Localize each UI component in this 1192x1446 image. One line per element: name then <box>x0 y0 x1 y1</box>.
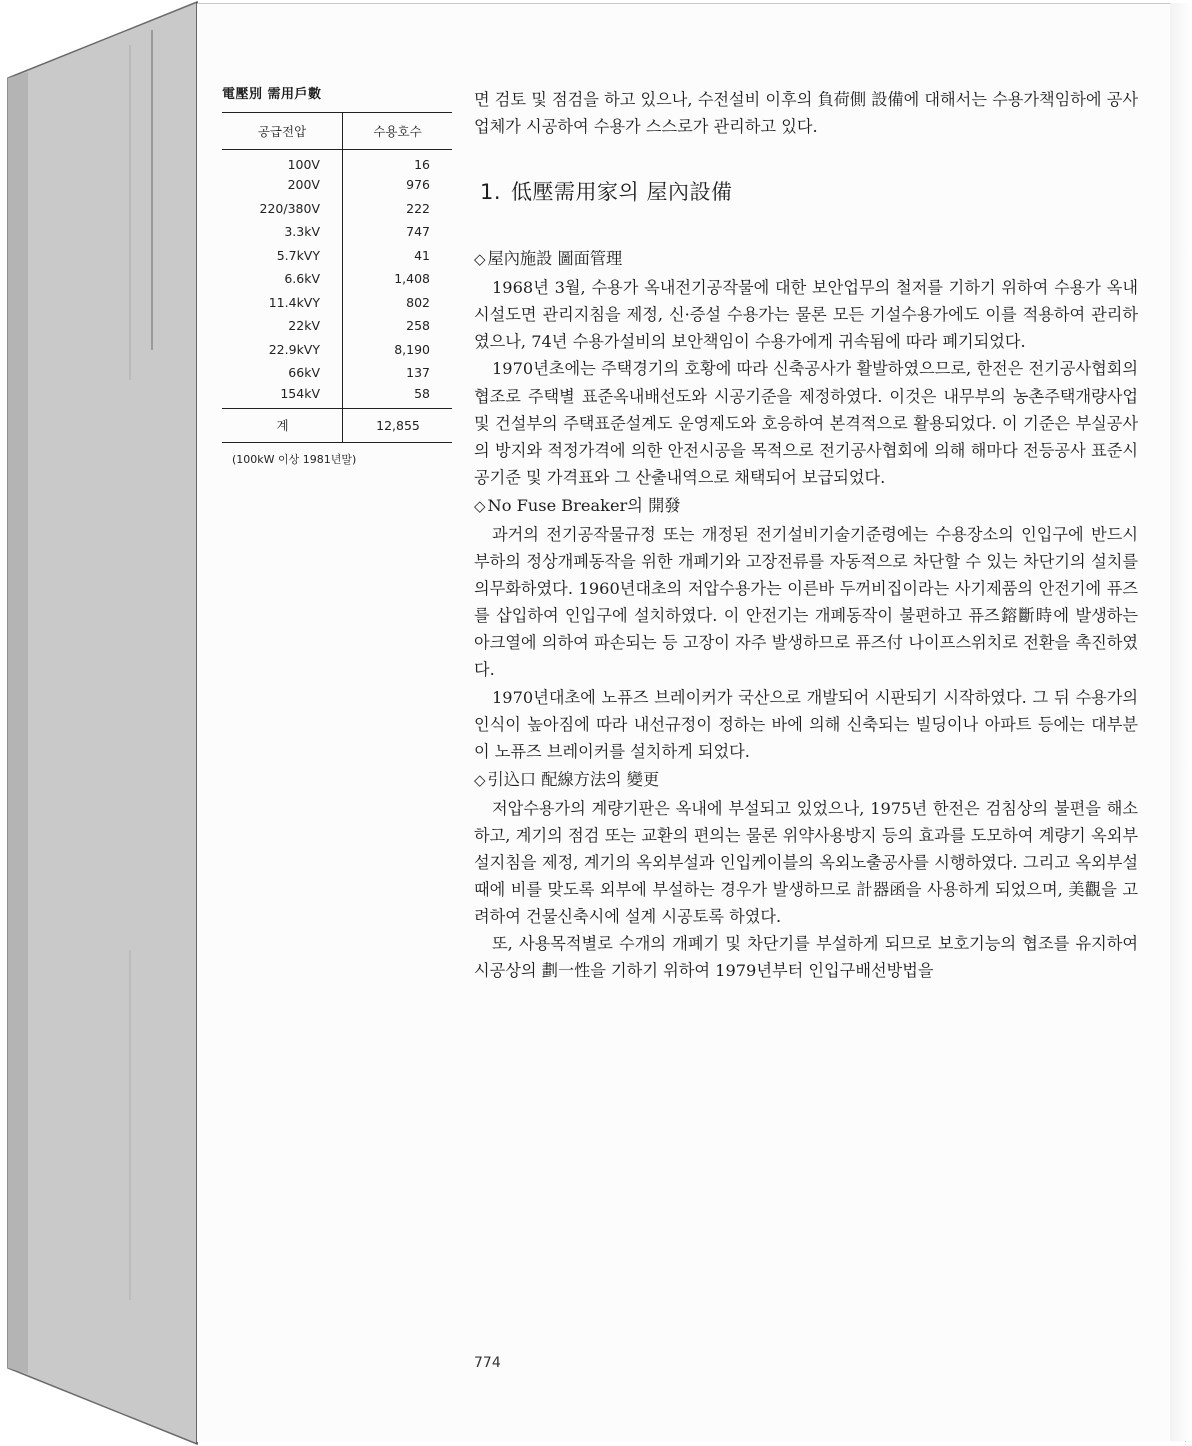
header-voltage: 공급전압 <box>222 113 343 150</box>
subheading-1-text: 屋內施設 圖面管理 <box>487 249 623 269</box>
count-cell: 8,190 <box>394 341 430 357</box>
header-count: 수용호수 <box>343 113 453 150</box>
subheading-2 <box>474 491 1138 521</box>
voltage-cell: 22.9kVY <box>222 338 343 362</box>
table-row <box>222 338 452 362</box>
table-row <box>222 244 452 268</box>
voltage-cell: 220/380V <box>222 197 343 221</box>
page-number: 774 <box>474 1355 501 1371</box>
count-cell: 1,408 <box>394 271 430 287</box>
table-note: (100kW 이상 1981년말) <box>232 452 357 466</box>
table-row <box>222 150 452 174</box>
main-text <box>474 86 1138 984</box>
paragraph-6: 또, 사용목적별로 수개의 개폐기 및 차단기를 부설하게 되므로 보호기능의 협조를 유지하여 시공상의 劃一性을 기하기 위하여 1979년부터 인입구배선방법을 <box>474 934 1139 981</box>
voltage-cell: 154kV <box>222 385 343 409</box>
diamond-icon: ◇ <box>474 496 486 515</box>
table-row <box>222 314 452 338</box>
voltage-cell: 5.7kVY <box>222 244 343 268</box>
count-cell: 137 <box>406 365 430 381</box>
table-row <box>222 173 452 197</box>
paragraph-1: 1968년 3월, 수용가 옥내전기공작물에 대한 보안업무의 철저를 기하기 위하여 수용가 옥내시설도면 관리지침을 제정, 신·증설 수용가는 물론 모든 기설수용가에도 이를 적용하여 관리하였으나, 74년 수용가설비의 보안책임이 수용가에게 귀속됨에 따라 폐기되었다. <box>474 278 1138 352</box>
paragraph-5: 저압수용가의 계량기판은 옥내에 부설되고 있었으나, 1975년 한전은 검침상의 불편을 해소하고, 계기의 점검 또는 교환의 편의는 물론 위약사용방지 등의 효과를 도모하여 계량기 옥외부설지침을 제정, 계기의 옥외부설과 인입케이블의 옥외노출공사를 시행하였다. 그리고 옥외부설 때에 비를 맞도록 외부에 부설하는 경우가 발생하므로 計器函을 사용하게 되었으며, 美觀을 고려하여 건물신축시에 설계 시공토록 하였다. <box>474 798 1138 927</box>
voltage-cell: 6.6kV <box>222 267 343 291</box>
table-row <box>222 267 452 291</box>
diamond-icon: ◇ <box>474 770 486 789</box>
page-shadow <box>1170 3 1192 1441</box>
count-cell: 222 <box>406 200 430 216</box>
voltage-cell: 200V <box>222 173 343 197</box>
table-row <box>222 361 452 385</box>
count-cell: 802 <box>406 294 430 310</box>
table-row <box>222 385 452 409</box>
voltage-cell: 11.4kVY <box>222 291 343 315</box>
voltage-cell: 22kV <box>222 314 343 338</box>
paragraph-3: 과거의 전기공작물규정 또는 개정된 전기설비기술기준령에는 수용장소의 인입구에 반드시 부하의 정상개폐동작을 위한 개폐기와 고장전류를 자동적으로 차단할 수 있는 차단기의 설치를 의무화하였다. 1960년대초의 저압수용가는 이른바 두꺼비집이라는 사기제품의 안전기에 퓨즈를 삽입하여 인입구에 설치하였다. 이 안전기는 개폐동작이 불편하고 퓨즈鎔斷時에 발생하는 아크열에 의하여 파손되는 등 고장이 자주 발생하므로 퓨즈付 나이프스위치로 전환을 촉진하였다. <box>474 524 1138 680</box>
subheading-2-text: No Fuse Breaker의 開發 <box>487 495 681 515</box>
table-row <box>222 291 452 315</box>
voltage-cell: 100V <box>222 150 343 174</box>
count-cell: 258 <box>406 318 430 334</box>
subheading-1 <box>474 244 1138 274</box>
voltage-cell: 3.3kV <box>222 220 343 244</box>
total-value: 12,855 <box>343 408 453 442</box>
paragraph-4: 1970년대초에 노퓨즈 브레이커가 국산으로 개발되어 시판되기 시작하였다. 그 뒤 수용가의 인식이 높아짐에 따라 내선규정이 정하는 바에 의해 신축되는 빌딩이나 아파트 등에는 대부분 이 노퓨즈 브레이커를 설치하게 되었다. <box>474 687 1138 761</box>
count-cell: 747 <box>406 224 430 240</box>
table-row <box>222 197 452 221</box>
paragraph-2: 1970년초에는 주택경기의 호황에 따라 신축공사가 활발하였으므로, 한전은 전기공사협회의 협조로 주택별 표준옥내배선도와 시공기준을 제정하였다. 이것은 내무부의 농촌주택개량사업 및 건설부의 주택표준설계도 운영제도와 호응하여 본격적으로 활용되었다. 이 기준은 부실공사의 방지와 적정가격에 의한 안전시공을 목적으로 전기공사협회에 의해 해마다 전등공사 표준시공기준 및 가격표와 그 산출내역으로 채택되어 보급되었다. <box>474 359 1138 487</box>
subheading-3-text: 引込口 配線方法의 變更 <box>487 769 660 789</box>
count-cell: 58 <box>414 385 430 401</box>
section-number: 1. <box>480 180 502 205</box>
book-edge <box>0 0 200 1446</box>
total-label: 계 <box>222 408 343 442</box>
count-cell: 976 <box>406 177 430 193</box>
intro-paragraph: 면 검토 및 점검을 하고 있으나, 수전설비 이후의 負荷側 設備에 대해서는 수용가책임하에 공사업체가 시공하여 수용가 스스로가 관리하고 있다. <box>474 90 1138 137</box>
voltage-table <box>222 112 452 443</box>
section-title: 低壓需用家의 屋內設備 <box>511 180 733 205</box>
voltage-table-block <box>222 83 454 467</box>
voltage-cell: 66kV <box>222 361 343 385</box>
diamond-icon: ◇ <box>474 250 486 269</box>
count-cell: 41 <box>414 247 430 263</box>
table-row <box>222 220 452 244</box>
count-cell: 16 <box>414 157 430 172</box>
table-total-row <box>222 408 452 442</box>
table-title: 電壓別 需用戶數 <box>222 87 322 102</box>
subheading-3 <box>474 765 1138 795</box>
section-heading <box>480 177 1138 207</box>
